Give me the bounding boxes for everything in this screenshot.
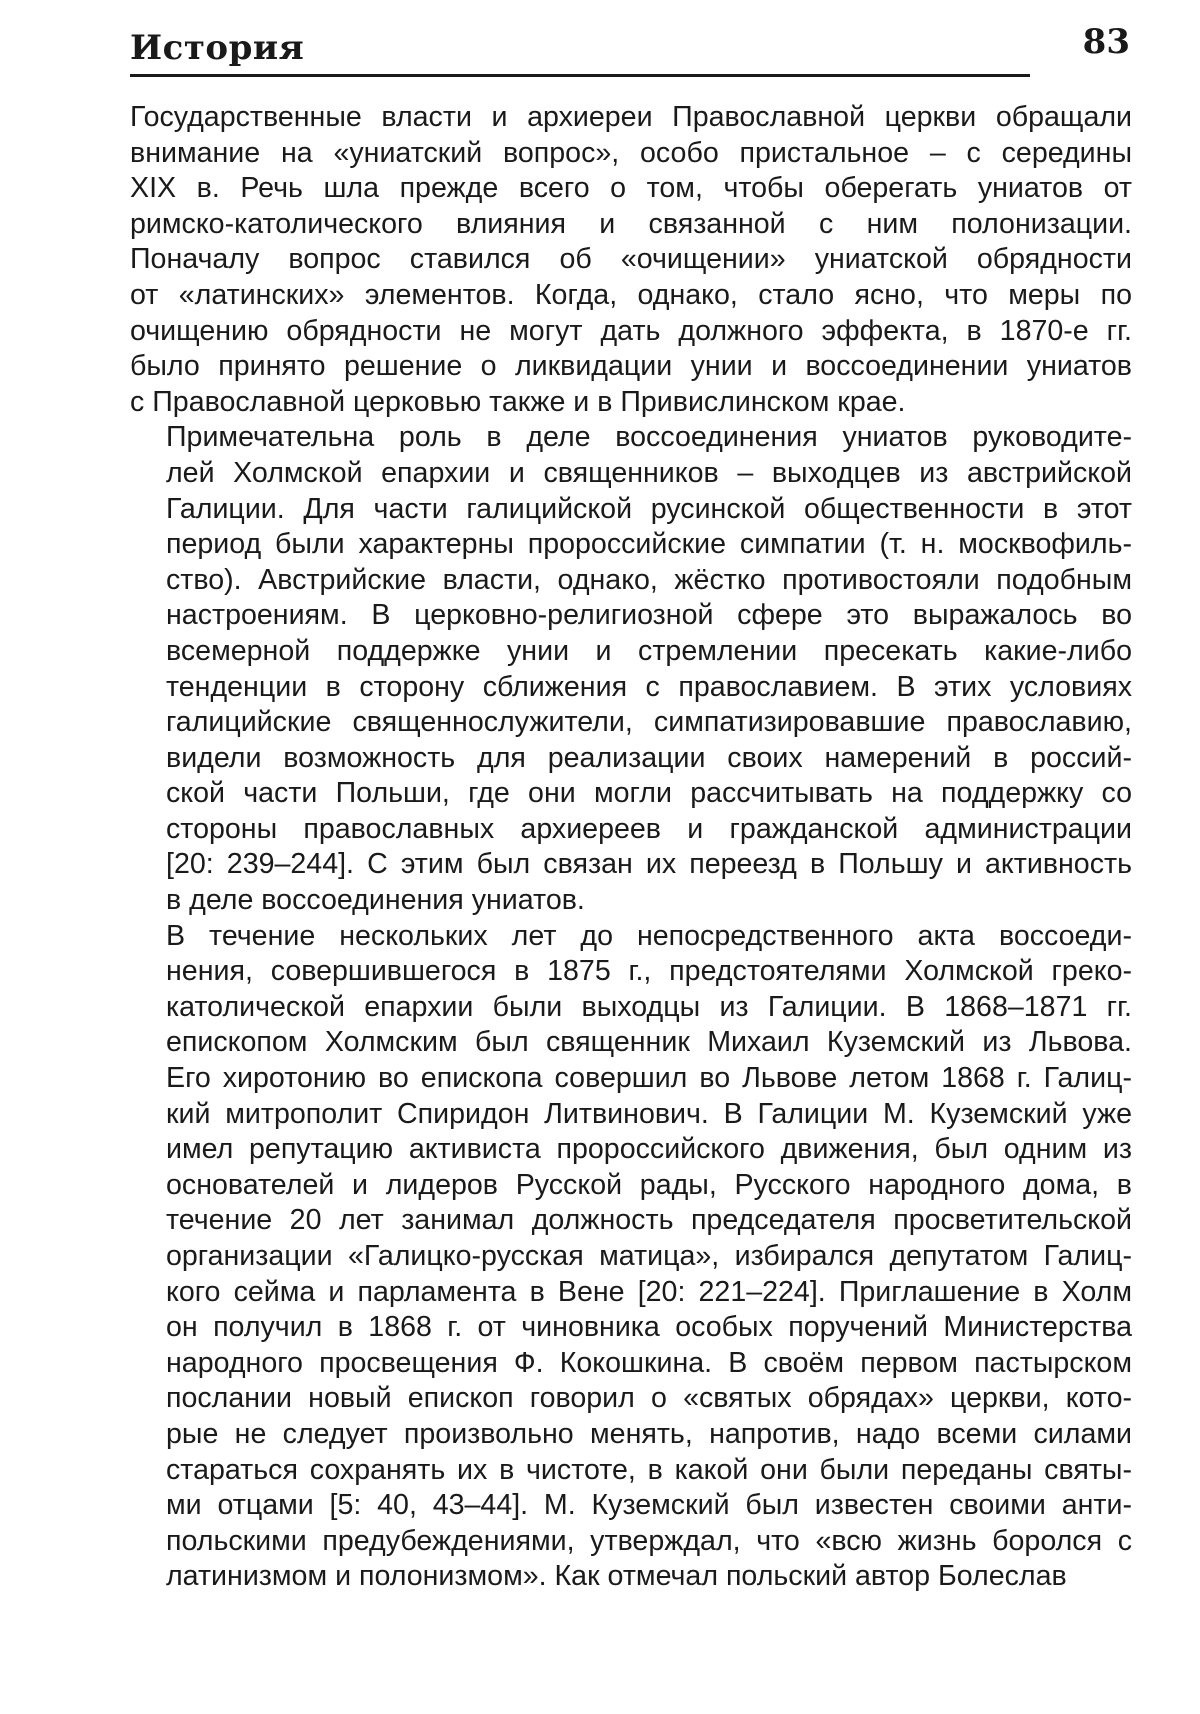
text-line: от «латинских» элементов. Когда, однако, стало ясно, что меры по (130, 278, 1132, 311)
text-line: римско-католического влияния и связанной с ним полонизации. (130, 207, 1132, 240)
text-line: послании новый епископ говорил о «святых обрядах» церкви, кото- (166, 1382, 1132, 1415)
text-line: течение 20 лет занимал должность председателя просветительской (166, 1204, 1132, 1237)
text-line: Примечательна роль в деле воссоединения униатов руководите- (166, 421, 1132, 454)
text-line: организации «Галицко-русская матица», избирался депутатом Галиц- (166, 1240, 1132, 1272)
paragraph-2 (130, 420, 1132, 918)
running-header (130, 18, 1130, 82)
text-line: ство). Австрийские власти, однако, жёстко противостояли подобным (166, 563, 1132, 596)
text-line: Его хиротонию во епископа совершил во Львове летом 1868 г. Галиц- (166, 1062, 1132, 1095)
text-line: видели возможность для реализации своих намерений в россий- (166, 741, 1132, 774)
text-line: польскими предубеждениями, утверждал, что «всю жизнь боролся с (166, 1524, 1132, 1557)
paragraph-1 (130, 100, 1132, 420)
text-line: лей Холмской епархии и священников – выходцев из австрийской (166, 456, 1132, 489)
text-line: рые не следует произвольно менять, напротив, надо всеми силами (166, 1417, 1132, 1450)
body-text (130, 100, 1132, 1595)
paragraph-3 (130, 919, 1132, 1595)
text-line: период были характерны пророссийские симпатии (т. н. москвофиль- (166, 528, 1132, 561)
text-line: кий митрополит Спиридон Литвинович. В Галиции М. Куземский уже (166, 1097, 1132, 1130)
text-line: настроениям. В церковно-религиозной сфере это выражалось во (166, 599, 1132, 632)
page-number: 83 (1082, 22, 1130, 62)
text-line: стараться сохранять их в чистоте, в какой они были переданы святы- (166, 1453, 1132, 1486)
text-line: тенденции в сторону сближения с православием. В этих условиях (166, 670, 1132, 703)
text-line: ми отцами [5: 40, 43–44]. М. Куземский был известен своими анти- (166, 1489, 1132, 1522)
text-line: нения, совершившегося в 1875 г., предстоятелями Холмской греко- (166, 955, 1132, 988)
text-line: Поначалу вопрос ставился об «очищении» униатской обрядности (130, 243, 1132, 276)
text-line: в деле воссоединения униатов. (166, 884, 585, 917)
text-line: было принято решение о ликвидации унии и воссоединении униатов (130, 350, 1132, 383)
text-line: он получил в 1868 г. от чиновника особых поручений Министерства (166, 1311, 1132, 1344)
text-line: с Православной церковью также и в Привислинском крае. (130, 385, 906, 418)
text-line: основателей и лидеров Русской рады, Русского народного дома, в (166, 1168, 1132, 1201)
text-line: XIX в. Речь шла прежде всего о том, чтобы оберегать униатов от (130, 172, 1132, 205)
text-line: [20: 239–244]. С этим был связан их переезд в Польшу и активность (166, 848, 1132, 881)
text-line: всемерной поддержке унии и стремлении пресекать какие-либо (166, 634, 1132, 667)
text-line: Галиции. Для части галицийской русинской общественности в этот (166, 492, 1132, 525)
text-line: очищению обрядности не могут дать должного эффекта, в 1870-е гг. (130, 314, 1132, 347)
text-line: народного просвещения Ф. Кокошкина. В своём первом пастырском (166, 1346, 1132, 1379)
text-line: епископом Холмским был священник Михаил Куземский из Львова. (166, 1026, 1132, 1059)
text-line: галицийские священнослужители, симпатизировавшие православию, (166, 706, 1132, 739)
text-line: В течение нескольких лет до непосредственного акта воссоеди- (166, 919, 1132, 952)
header-rule (130, 74, 1030, 77)
text-line: внимание на «униатский вопрос», особо пристальное – с середины (130, 136, 1132, 169)
text-line: католической епархии были выходцы из Галиции. В 1868–1871 гг. (166, 990, 1132, 1023)
text-line: кого сейма и парламента в Вене [20: 221–224]. Приглашение в Холм (166, 1275, 1132, 1308)
text-line: стороны православных архиереев и гражданской администрации (166, 812, 1132, 845)
text-line: латинизмом и полонизмом». Как отмечал польский автор Болеслав (166, 1560, 1067, 1593)
section-title: История (130, 28, 305, 68)
text-line: Государственные власти и архиереи Православной церкви обращали (130, 101, 1132, 133)
text-line: имел репутацию активиста пророссийского движения, был одним из (166, 1133, 1132, 1166)
text-line: ской части Польши, где они могли рассчитывать на поддержку со (166, 777, 1132, 810)
